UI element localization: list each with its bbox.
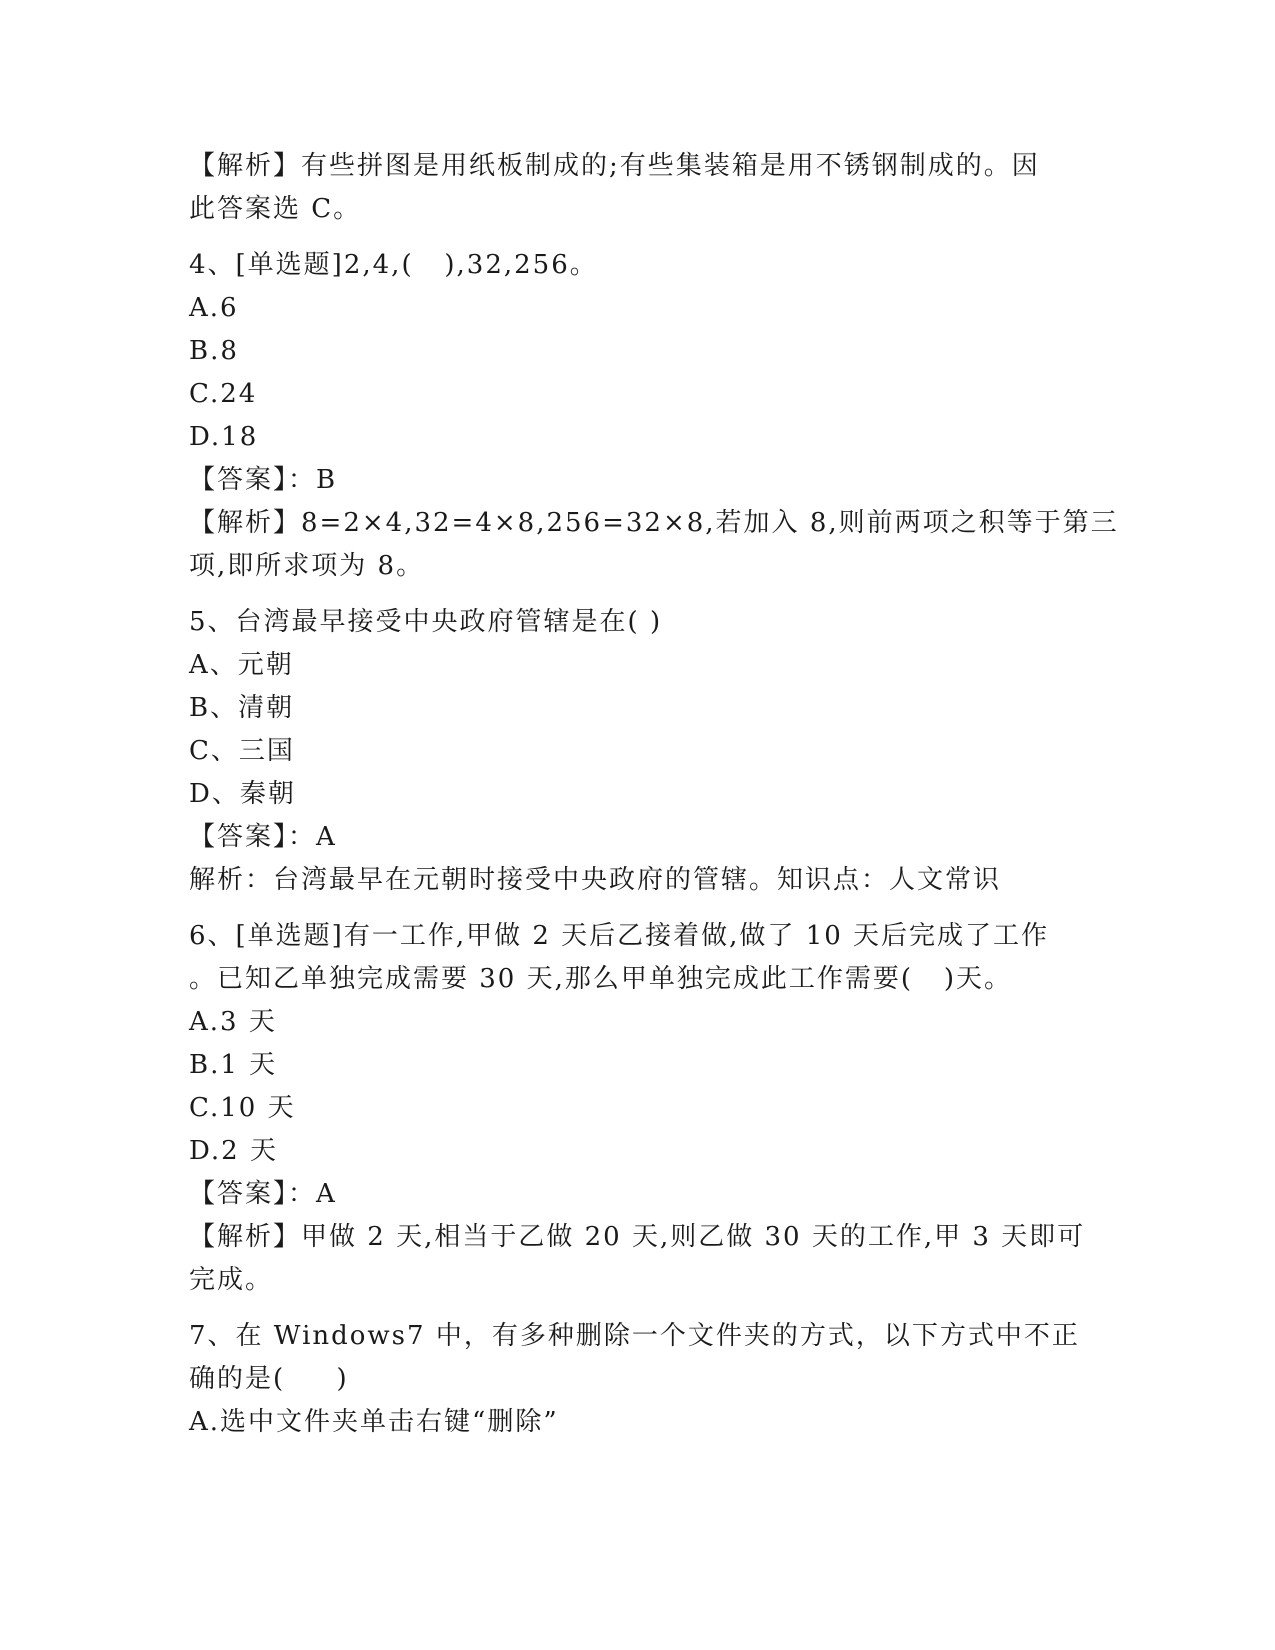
q5-answer: 【答案】：A xyxy=(189,822,337,852)
q5-stem: 5、台湾最早接受中央政府管辖是在( ) xyxy=(189,607,663,637)
q5-option-a: A、元朝 xyxy=(189,650,294,680)
q4-answer: 【答案】：B xyxy=(189,465,338,495)
q5-option-d: D、秦朝 xyxy=(189,779,296,809)
q4-analysis-line1: 【解析】8=2×4,32=4×8,256=32×8,若加入 8,则前两项之积等于第三 xyxy=(189,508,1119,538)
q6-stem-line2: 。已知乙单独完成需要 30 天,那么甲单独完成此工作需要( )天。 xyxy=(189,964,1012,994)
q4-option-a: A.6 xyxy=(189,293,239,323)
q4-stem: 4、[单选题]2,4,( ),32,256。 xyxy=(189,250,598,280)
q4-option-c: C.24 xyxy=(189,379,258,409)
q4-option-d: D.18 xyxy=(189,422,259,452)
q6-answer: 【答案】：A xyxy=(189,1179,337,1209)
q7-option-a: A.选中文件夹单击右键“删除” xyxy=(189,1407,559,1437)
q6-option-d: D.2 天 xyxy=(189,1136,278,1166)
q4-option-b: B.8 xyxy=(189,336,239,366)
q5-option-c: C、三国 xyxy=(189,736,295,766)
q6-option-c: C.10 天 xyxy=(189,1093,296,1123)
q3-analysis-line1: 【解析】有些拼图是用纸板制成的;有些集装箱是用不锈钢制成的。因 xyxy=(189,151,1040,181)
q4-analysis-line2: 项,即所求项为 8。 xyxy=(189,551,425,581)
q6-analysis-line2: 完成。 xyxy=(189,1265,274,1295)
document-page xyxy=(189,145,1119,1444)
q5-option-b: B、清朝 xyxy=(189,693,295,723)
q6-option-a: A.3 天 xyxy=(189,1007,277,1037)
q3-analysis-line2: 此答案选 C。 xyxy=(189,194,362,224)
q7-stem-line2: 确的是( ) xyxy=(189,1364,349,1394)
q6-option-b: B.1 天 xyxy=(189,1050,278,1080)
q6-analysis-line1: 【解析】甲做 2 天,相当于乙做 20 天,则乙做 30 天的工作,甲 3 天即可 xyxy=(189,1222,1086,1252)
q6-stem-line1: 6、[单选题]有一工作,甲做 2 天后乙接着做,做了 10 天后完成了工作 xyxy=(189,921,1050,951)
q7-stem-line1: 7、在 Windows7 中，有多种删除一个文件夹的方式，以下方式中不正 xyxy=(189,1321,1080,1351)
q5-analysis: 解析：台湾最早在元朝时接受中央政府的管辖。知识点：人文常识 xyxy=(189,865,1002,895)
